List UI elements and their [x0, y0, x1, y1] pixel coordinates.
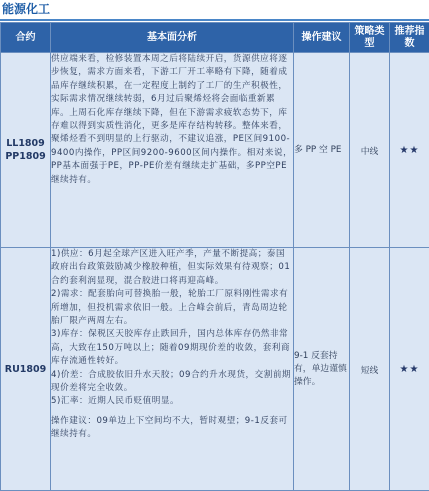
contract-code: LL1809 — [6, 138, 45, 149]
analysis-paragraph: 供应端来看，检修装置本周之后将陆续开启，货源供应将逐步恢复，需求方面来看，下游工厂开工率略有下降，随着成品库存继续积累，在一定程度上制约了工厂的生产积极性，实际需求情况继续转弱，6月过后聚烯烃将会面临重新累库。上周石化库存继续下降，但在下游需求疲软态势下，库存难以得到实质性消化，更多是库存结构转移。整体来看，聚烯烃看不到明显的上行驱动，不建议追涨，PE区间9100-9400内操作，PP区间9200-9600区间内操作。相对来说，PP基本面强于PE，PP-PE价差有继续走扩基础，多PP空PE继续持有。 — [51, 54, 293, 185]
table-row — [1, 53, 429, 248]
advice-cell: 9-1 反套持有，单边谨慎操作。 — [294, 248, 350, 491]
header-contract: 合约 — [1, 23, 51, 53]
table-header-row — [1, 23, 429, 53]
contract-code: RU1809 — [4, 363, 47, 375]
section-title: 能源化工 — [2, 2, 51, 16]
contract-cell — [1, 248, 51, 491]
title-divider — [0, 19, 429, 21]
advice-cell: 多 PP 空 PE — [294, 53, 350, 248]
analysis-cell — [51, 53, 294, 248]
contract-code: PP1809 — [5, 151, 46, 162]
analysis-paragraph: 5)汇率：近期人民币贬值明显。 — [51, 396, 180, 407]
analysis-paragraph: 2)需求：配套胎向可替换胎一般，轮胎工厂原料刚性需求有所增加，但投机需求依旧一般。上合峰会前后，青岛周边轮胎厂限产两周左右。 — [51, 289, 289, 327]
rating-stars: ★★ — [390, 53, 429, 248]
contract-cell — [1, 53, 51, 248]
table-row — [1, 248, 429, 491]
header-analysis: 基本面分析 — [51, 23, 294, 53]
header-rating: 推荐指数 — [390, 23, 429, 53]
strategy-cell: 短线 — [350, 248, 390, 491]
analysis-paragraph: 4)价差：合成胶依旧升水天胶；09合约升水现货，交割前期现价差将完全收敛。 — [51, 369, 292, 394]
analysis-paragraph: 3)库存：保税区天胶库存止跌回升，国内总体库存仍然非常高，大致在150万吨以上；随着09期现价差的收敛，套利商库存流通性转好。 — [51, 329, 290, 367]
strategy-table — [0, 22, 429, 491]
header-strategy: 策略类型 — [350, 23, 390, 53]
analysis-cell — [51, 248, 294, 491]
analysis-paragraph: 操作建议：09单边上下空间均不大，暂时观望；9-1反套可继续持有。 — [51, 415, 288, 440]
analysis-paragraph: 1)供应：6月起全球产区进入旺产季，产量不断提高；泰国政府出台政策鼓励减少橡胶种植，但实际效果有待观察；01合约套利润显现，混合胶进口将再迎高峰。 — [51, 249, 291, 286]
strategy-cell: 中线 — [350, 53, 390, 248]
rating-stars: ★★ — [390, 248, 429, 491]
header-advice: 操作建议 — [294, 23, 350, 53]
